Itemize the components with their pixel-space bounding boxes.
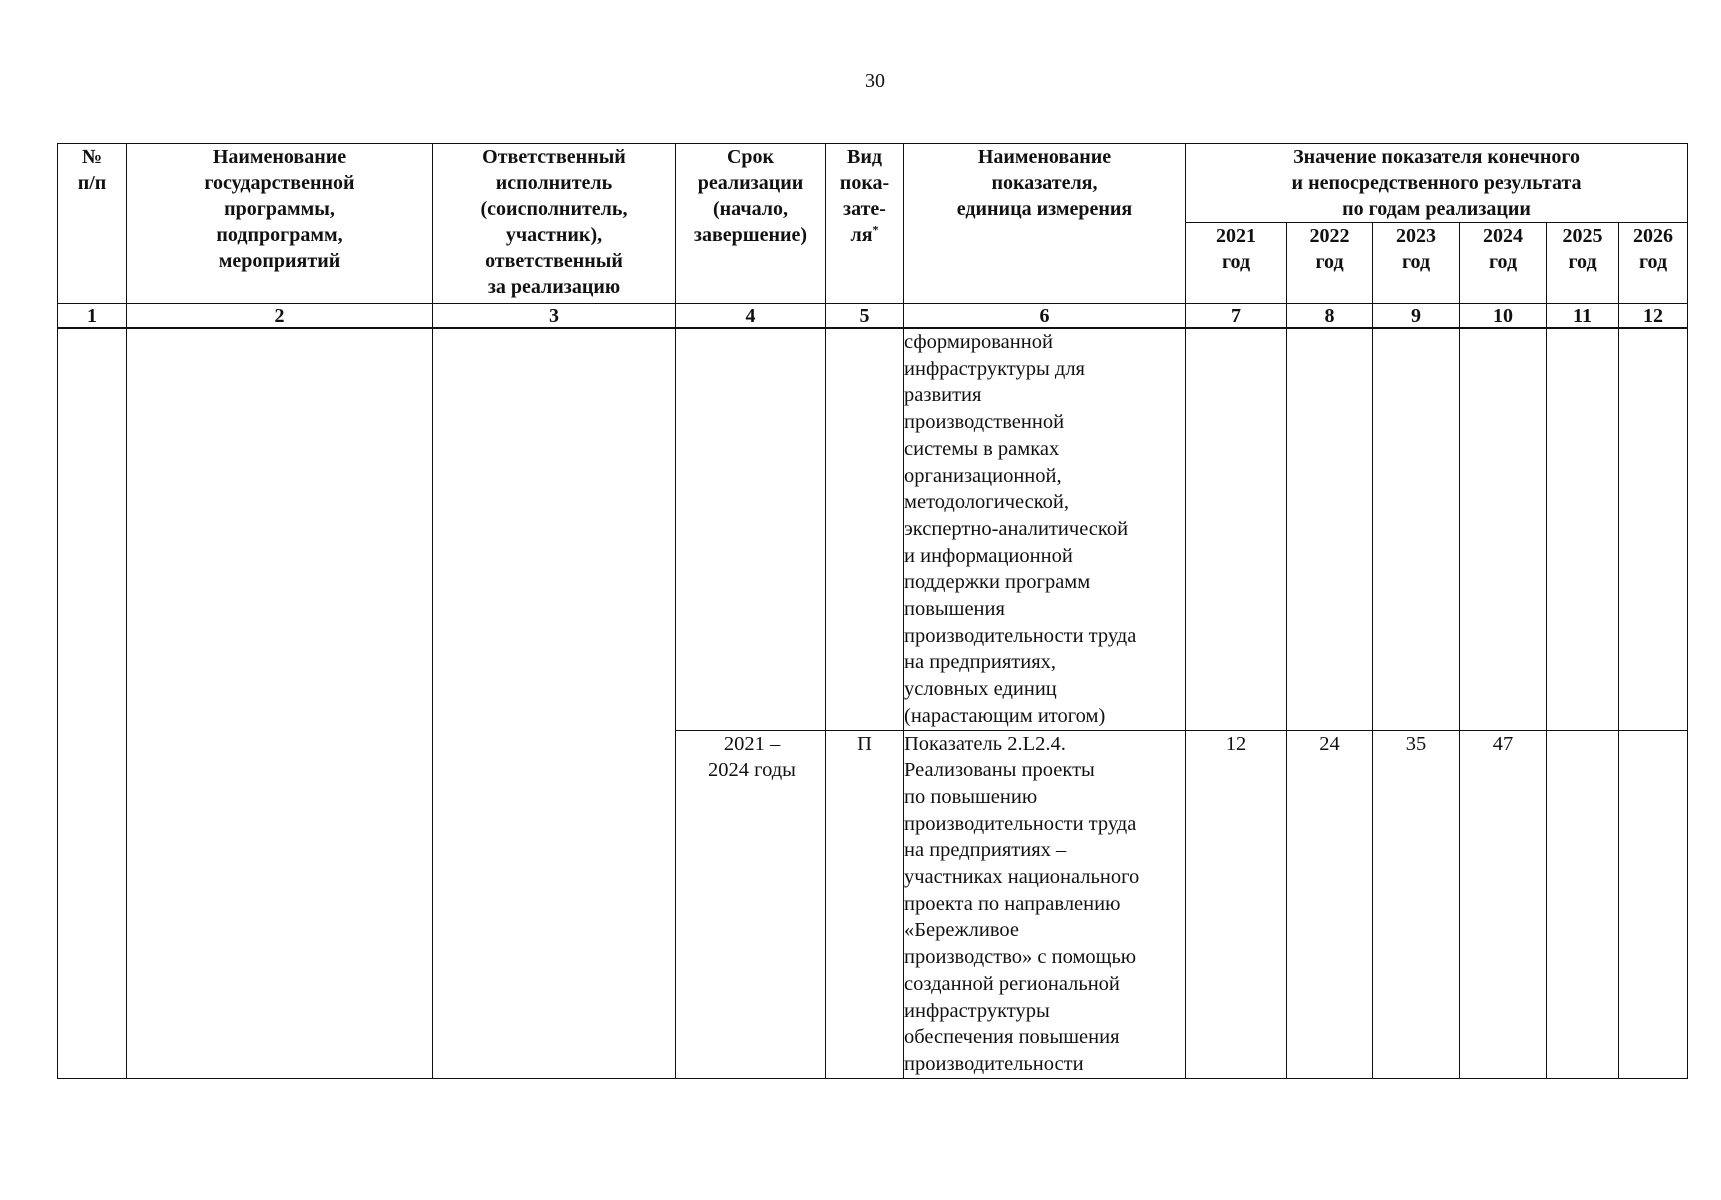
- header-year-2023: 2023 год: [1373, 223, 1460, 304]
- column-number: 8: [1287, 304, 1373, 329]
- cell-number: [58, 328, 127, 1078]
- indicators-table: [57, 143, 1688, 1079]
- header-indicator-type: [826, 144, 904, 304]
- cell-value-2026: [1619, 328, 1688, 730]
- column-number: 4: [676, 304, 826, 329]
- cell-value-2022: 24: [1287, 730, 1373, 1078]
- cell-value-2025: [1547, 328, 1619, 730]
- column-number: 7: [1186, 304, 1287, 329]
- header-year-2021: 2021 год: [1186, 223, 1287, 304]
- header-year-2022: 2022 год: [1287, 223, 1373, 304]
- cell-value-2021: 12: [1186, 730, 1287, 1078]
- cell-value-2022: [1287, 328, 1373, 730]
- cell-value-2024: [1460, 328, 1547, 730]
- column-number: 6: [904, 304, 1186, 329]
- cell-indicator-name: сформированной инфраструктуры для развития производственной системы в рамках организационной, методологической, экспертно-аналитической и информационной поддержки программ повышения производительности труда на предприятиях, условных единиц (нарастающим итогом): [904, 328, 1186, 730]
- cell-responsible: [433, 328, 676, 1078]
- header-program-name: Наименование государственной программы, подпрограмм, мероприятий: [127, 144, 433, 304]
- cell-period: 2021 – 2024 годы: [676, 730, 826, 1078]
- cell-indicator-type: [826, 328, 904, 730]
- cell-value-2024: 47: [1460, 730, 1547, 1078]
- column-number: 5: [826, 304, 904, 329]
- header-year-2026: 2026 год: [1619, 223, 1688, 304]
- header-number: № п/п: [58, 144, 127, 304]
- page-number: 30: [865, 70, 885, 92]
- cell-value-2023: 35: [1373, 730, 1460, 1078]
- column-number: 2: [127, 304, 433, 329]
- header-indicator-type-footnote-mark: *: [872, 222, 879, 237]
- cell-period: [676, 328, 826, 730]
- header-year-2024: 2024 год: [1460, 223, 1547, 304]
- header-row-1: [58, 144, 1688, 223]
- column-number: 1: [58, 304, 127, 329]
- column-number: 3: [433, 304, 676, 329]
- column-number: 12: [1619, 304, 1688, 329]
- column-number: 10: [1460, 304, 1547, 329]
- header-period: Срок реализации (начало, завершение): [676, 144, 826, 304]
- cell-value-2021: [1186, 328, 1287, 730]
- cell-value-2023: [1373, 328, 1460, 730]
- header-indicator-type-text: Вид пока- зате- ля: [839, 146, 890, 246]
- column-number: 9: [1373, 304, 1460, 329]
- table-row: [58, 328, 1688, 730]
- column-number: 11: [1547, 304, 1619, 329]
- cell-indicator-type: П: [826, 730, 904, 1078]
- header-responsible: Ответственный исполнитель (соисполнитель, участник), ответственный за реализацию: [433, 144, 676, 304]
- header-values-group: Значение показателя конечного и непосредственного результата по годам реализации: [1186, 144, 1688, 223]
- header-year-2025: 2025 год: [1547, 223, 1619, 304]
- cell-value-2026: [1619, 730, 1688, 1078]
- cell-indicator-name: Показатель 2.L2.4. Реализованы проекты по повышению производительности труда на предприятиях – участниках национального проекта по направлению «Бережливое производство» с помощью созданной региональной инфраструктуры обеспечения повышения производительности: [904, 730, 1186, 1078]
- column-numbers-row: [58, 304, 1688, 329]
- header-indicator-name: Наименование показателя, единица измерения: [904, 144, 1186, 304]
- cell-value-2025: [1547, 730, 1619, 1078]
- cell-program-name: [127, 328, 433, 1078]
